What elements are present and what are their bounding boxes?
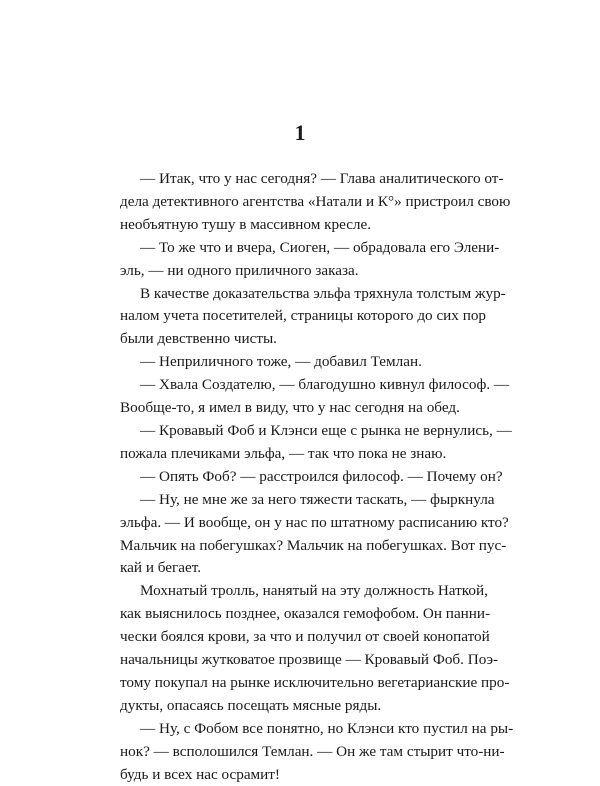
paragraph	[120, 420, 512, 466]
text-line: — Неприличного тоже, — добавил Темлан.	[140, 353, 422, 371]
text-line: кай и бегает.	[120, 559, 202, 577]
paragraph	[120, 489, 509, 581]
text-line: — Ну, не мне же за него тяжести таскать, — фыркнула	[140, 490, 495, 508]
chapter-number: 1	[294, 120, 306, 145]
paragraph	[120, 466, 503, 489]
paragraph	[120, 580, 510, 717]
paragraph	[120, 718, 514, 786]
text-line: Мохнатый тролль, нанятый на эту должность Наткой,	[140, 582, 488, 600]
text-line: чески боялся крови, за что и получил от своей конопатой	[120, 628, 490, 646]
text-line: — Кровавый Фоб и Клэнси еще с рынка не вернулись, —	[140, 421, 512, 439]
text-line: налом учета посетителей, страницы которого до сих пор	[120, 307, 487, 325]
text-line: — Ну, с Фобом все понятно, но Клэнси кто пустил на ры-	[140, 719, 514, 737]
text-line: — Итак, что у нас сегодня? — Глава аналитического от-	[140, 170, 504, 187]
text-line: В качестве доказательства эльфа тряхнула толстым жур-	[140, 284, 506, 302]
text-line: — Хвала Создателю, — благодушно кивнул философ. —	[140, 376, 510, 394]
text-line: будь и всех нас осрамит!	[120, 765, 280, 783]
text-line: пожала плечиками эльфа, — так что пока не знаю.	[120, 444, 447, 462]
text-line: необъятную тушу в массивном кресле.	[120, 215, 372, 233]
chapter-text	[120, 168, 514, 786]
paragraph	[120, 374, 510, 420]
paragraph	[120, 351, 486, 374]
text-line: тому покупал на рынке исключительно вегетарианские про-	[120, 673, 510, 691]
text-line: нок? — всполошился Темлан. — Он же там стырит что-ни-	[120, 742, 505, 760]
paragraph	[120, 168, 511, 237]
text-line: эль, — ни одного приличного заказа.	[120, 261, 359, 279]
text-line: эльфа. — И вообще, он у нас по штатному расписанию кто?	[120, 513, 509, 531]
text-line: — Опять Фоб? — расстроился философ. — Почему он?	[140, 467, 503, 485]
text-line: были девственно чисты.	[120, 330, 277, 348]
text-line: дукты, опасаясь посещать мясные ряды.	[120, 696, 382, 714]
text-line: как выяснилось позднее, оказался гемофобом. Он панни-	[120, 605, 491, 623]
paragraph	[120, 283, 506, 352]
text-line: дела детективного агентства «Натали и К°» пристроил свою	[120, 192, 511, 210]
text-line: Мальчик на побегушках? Мальчик на побегушках. Вот пус-	[120, 536, 507, 554]
text-line: начальницы жутковатое прозвище — Кровавый Фоб. Поэ-	[120, 651, 499, 669]
text-line: — То же что и вчера, Сиоген, — обрадовала его Элени-	[140, 238, 500, 256]
paragraph	[120, 237, 500, 283]
text-line: Вообще-то, я имел в виду, что у нас сегодня на обед.	[120, 399, 460, 417]
